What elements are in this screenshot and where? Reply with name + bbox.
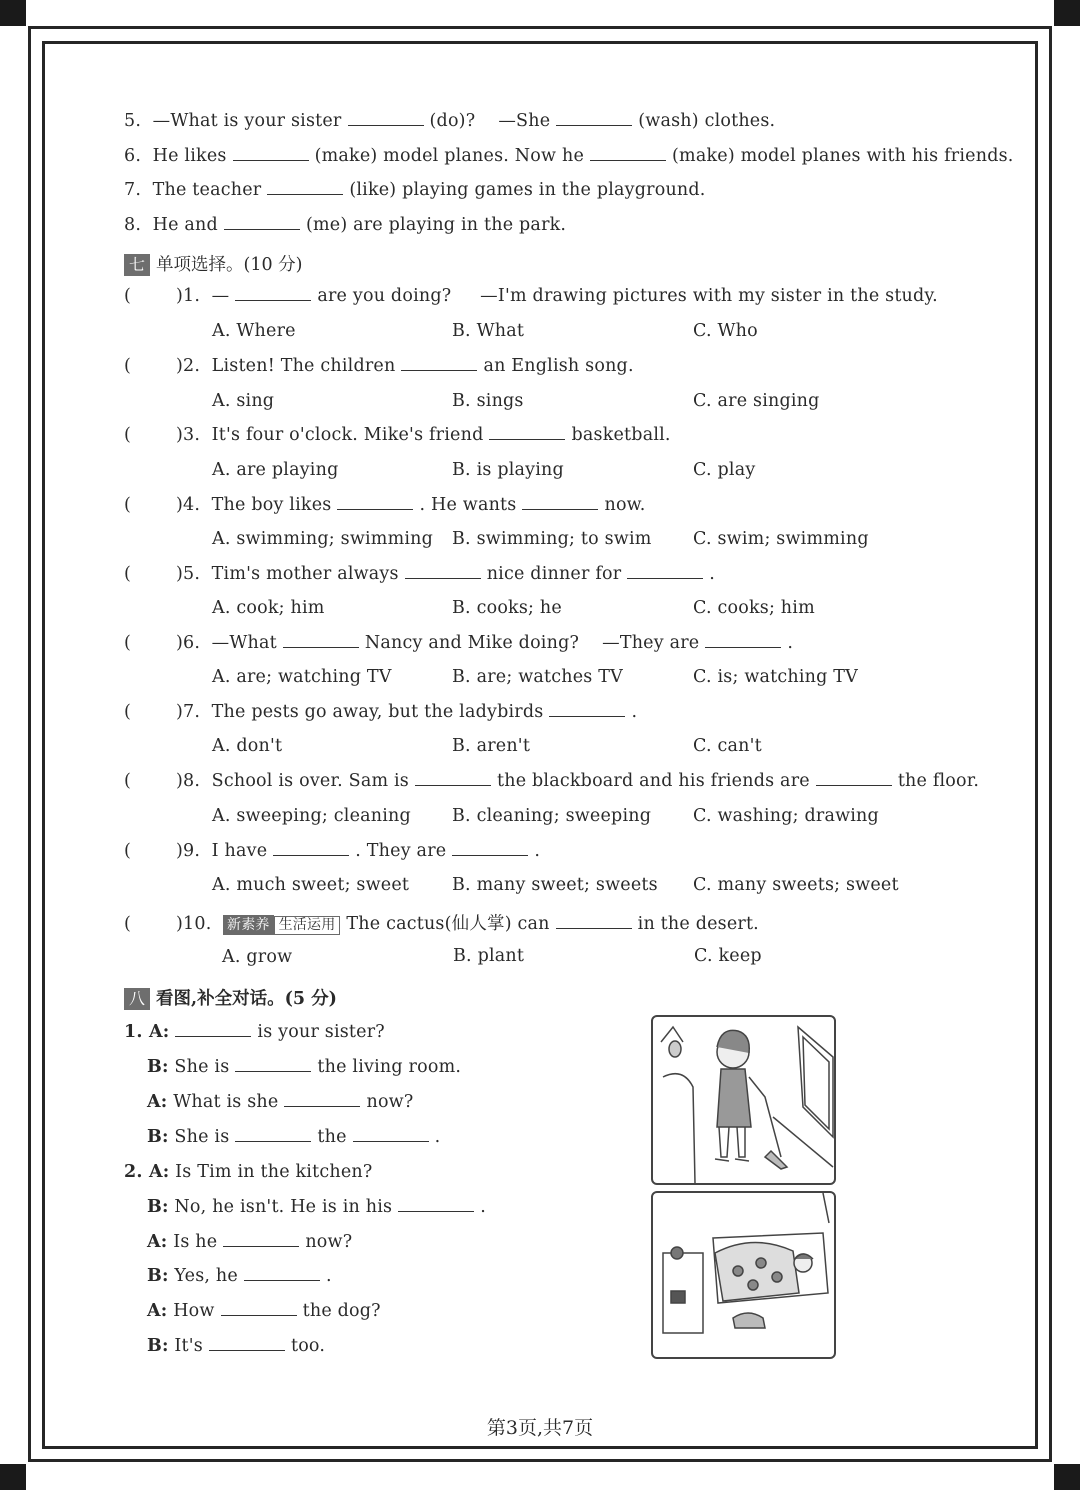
- answer-blank[interactable]: [556, 927, 632, 929]
- dialog-line: A: Is he now?: [147, 1232, 353, 1252]
- option-a[interactable]: A. are; watching TV: [212, 667, 392, 687]
- answer-blank[interactable]: [348, 124, 424, 126]
- girl-sweeping-illustration: [653, 1017, 834, 1183]
- section-8-header: [124, 985, 337, 1010]
- option-b[interactable]: B. aren't: [452, 736, 531, 756]
- dialog-line: A: How the dog?: [147, 1301, 381, 1321]
- option-c[interactable]: C. keep: [694, 946, 762, 966]
- option-a[interactable]: A. sing: [212, 391, 275, 411]
- option-c[interactable]: C. are singing: [693, 391, 820, 411]
- answer-blank[interactable]: [337, 508, 413, 510]
- option-c[interactable]: C. washing; drawing: [693, 806, 879, 826]
- option-b[interactable]: B. What: [452, 321, 525, 341]
- mc-question-10: ( )10. 新素养 生活运用 The cactus(仙人掌) can in the desert.: [124, 914, 759, 934]
- option-a[interactable]: A. much sweet; sweet: [212, 875, 410, 895]
- answer-blank[interactable]: [224, 228, 300, 230]
- option-b[interactable]: B. plant: [453, 946, 525, 966]
- dialog-line: B: She is the .: [147, 1127, 441, 1147]
- mc-question-4: ( )4. The boy likes . He wants now.: [124, 495, 646, 515]
- corner-mark-bl: [0, 1464, 26, 1490]
- answer-blank[interactable]: [398, 1210, 474, 1212]
- section-badge: 八: [124, 988, 150, 1010]
- dialog-line: B: She is the living room.: [147, 1057, 462, 1077]
- option-b[interactable]: B. is playing: [452, 460, 564, 480]
- option-b[interactable]: B. swimming; to swim: [452, 529, 652, 549]
- answer-blank[interactable]: [209, 1349, 285, 1351]
- answer-blank[interactable]: [590, 159, 666, 161]
- option-a[interactable]: A. grow: [222, 947, 293, 967]
- option-b[interactable]: B. many sweet; sweets: [452, 875, 658, 895]
- option-a[interactable]: A. cook; him: [212, 598, 325, 618]
- option-a[interactable]: A. sweeping; cleaning: [212, 806, 411, 826]
- option-a[interactable]: A. Where: [212, 321, 296, 341]
- answer-blank[interactable]: [233, 159, 309, 161]
- answer-blank[interactable]: [353, 1140, 429, 1142]
- answer-blank[interactable]: [522, 508, 598, 510]
- dialog-line: 1. A: is your sister?: [124, 1022, 385, 1042]
- picture-boy-in-bed: [651, 1191, 836, 1359]
- corner-mark-tl: [0, 0, 26, 26]
- option-b[interactable]: B. cooks; he: [452, 598, 562, 618]
- answer-blank[interactable]: [415, 784, 491, 786]
- answer-blank[interactable]: [556, 124, 632, 126]
- section-title: 单项选择。(10 分): [156, 255, 303, 275]
- answer-blank[interactable]: [284, 1105, 360, 1107]
- option-c[interactable]: C. many sweets; sweet: [693, 875, 899, 895]
- corner-mark-br: [1054, 1464, 1080, 1490]
- answer-blank[interactable]: [273, 854, 349, 856]
- boy-in-bed-illustration: [653, 1193, 834, 1357]
- answer-blank[interactable]: [549, 715, 625, 717]
- mc-question-5: ( )5. Tim's mother always nice dinner for .: [124, 564, 716, 584]
- section-title: 看图,补全对话。(5 分): [156, 989, 337, 1009]
- dialog-line: A: What is she now?: [147, 1092, 414, 1112]
- mc-question-7: ( )7. The pests go away, but the ladybirds .: [124, 702, 638, 722]
- answer-blank[interactable]: [401, 369, 477, 371]
- corner-mark-tr: [1054, 0, 1080, 26]
- answer-blank[interactable]: [235, 1140, 311, 1142]
- answer-blank[interactable]: [244, 1279, 320, 1281]
- option-a[interactable]: A. are playing: [212, 460, 339, 480]
- option-b[interactable]: B. are; watches TV: [452, 667, 623, 687]
- mc-question-2: ( )2. Listen! The children an English song.: [124, 356, 634, 376]
- answer-blank[interactable]: [221, 1314, 297, 1316]
- option-c[interactable]: C. cooks; him: [693, 598, 815, 618]
- section-badge: 七: [124, 254, 150, 276]
- option-c[interactable]: C. is; watching TV: [693, 667, 858, 687]
- option-b[interactable]: B. cleaning; sweeping: [452, 806, 652, 826]
- answer-blank[interactable]: [452, 854, 528, 856]
- option-a[interactable]: A. swimming; swimming: [212, 529, 434, 549]
- answer-blank[interactable]: [223, 1245, 299, 1247]
- answer-blank[interactable]: [405, 577, 481, 579]
- option-a[interactable]: A. don't: [212, 736, 283, 756]
- answer-blank[interactable]: [175, 1035, 251, 1037]
- answer-blank[interactable]: [627, 577, 703, 579]
- option-c[interactable]: C. Who: [693, 321, 758, 341]
- answer-blank[interactable]: [283, 646, 359, 648]
- mc-question-1: ( )1. — are you doing? —I'm drawing pictures with my sister in the study.: [124, 286, 938, 306]
- option-c[interactable]: C. can't: [693, 736, 762, 756]
- option-c[interactable]: C. play: [693, 460, 756, 480]
- answer-blank[interactable]: [235, 299, 311, 301]
- fill-item-7: 7. The teacher (like) playing games in the playground.: [124, 180, 706, 200]
- mc-question-9: ( )9. I have . They are .: [124, 841, 541, 861]
- dialog-line: B: It's too.: [147, 1336, 326, 1356]
- fill-item-6: 6. He likes (make) model planes. Now he (make) model planes with his friends.: [124, 146, 1014, 166]
- dialog-line: 2. A: Is Tim in the kitchen?: [124, 1162, 373, 1182]
- fill-item-8: 8. He and (me) are playing in the park.: [124, 215, 567, 235]
- option-c[interactable]: C. swim; swimming: [693, 529, 869, 549]
- dialog-line: B: No, he isn't. He is in his .: [147, 1197, 486, 1217]
- mc-question-6: ( )6. —What Nancy and Mike doing? —They are .: [124, 633, 794, 653]
- tag-life-application: 生活运用: [274, 916, 341, 935]
- answer-blank[interactable]: [267, 193, 343, 195]
- answer-blank[interactable]: [705, 646, 781, 648]
- option-b[interactable]: B. sings: [452, 391, 524, 411]
- fill-item-5: 5. —What is your sister (do)? —She (wash) clothes.: [124, 111, 776, 131]
- tag-new-literacy: 新素养: [223, 915, 274, 935]
- dialog-line: B: Yes, he .: [147, 1266, 332, 1286]
- answer-blank[interactable]: [489, 438, 565, 440]
- picture-girl-sweeping: [651, 1015, 836, 1185]
- page-footer: 第3页,共7页: [486, 1417, 594, 1439]
- section-7-header: [124, 251, 303, 276]
- answer-blank[interactable]: [816, 784, 892, 786]
- answer-blank[interactable]: [235, 1070, 311, 1072]
- mc-question-8: ( )8. School is over. Sam is the blackboard and his friends are the floor.: [124, 771, 980, 791]
- mc-question-3: ( )3. It's four o'clock. Mike's friend basketball.: [124, 425, 671, 445]
